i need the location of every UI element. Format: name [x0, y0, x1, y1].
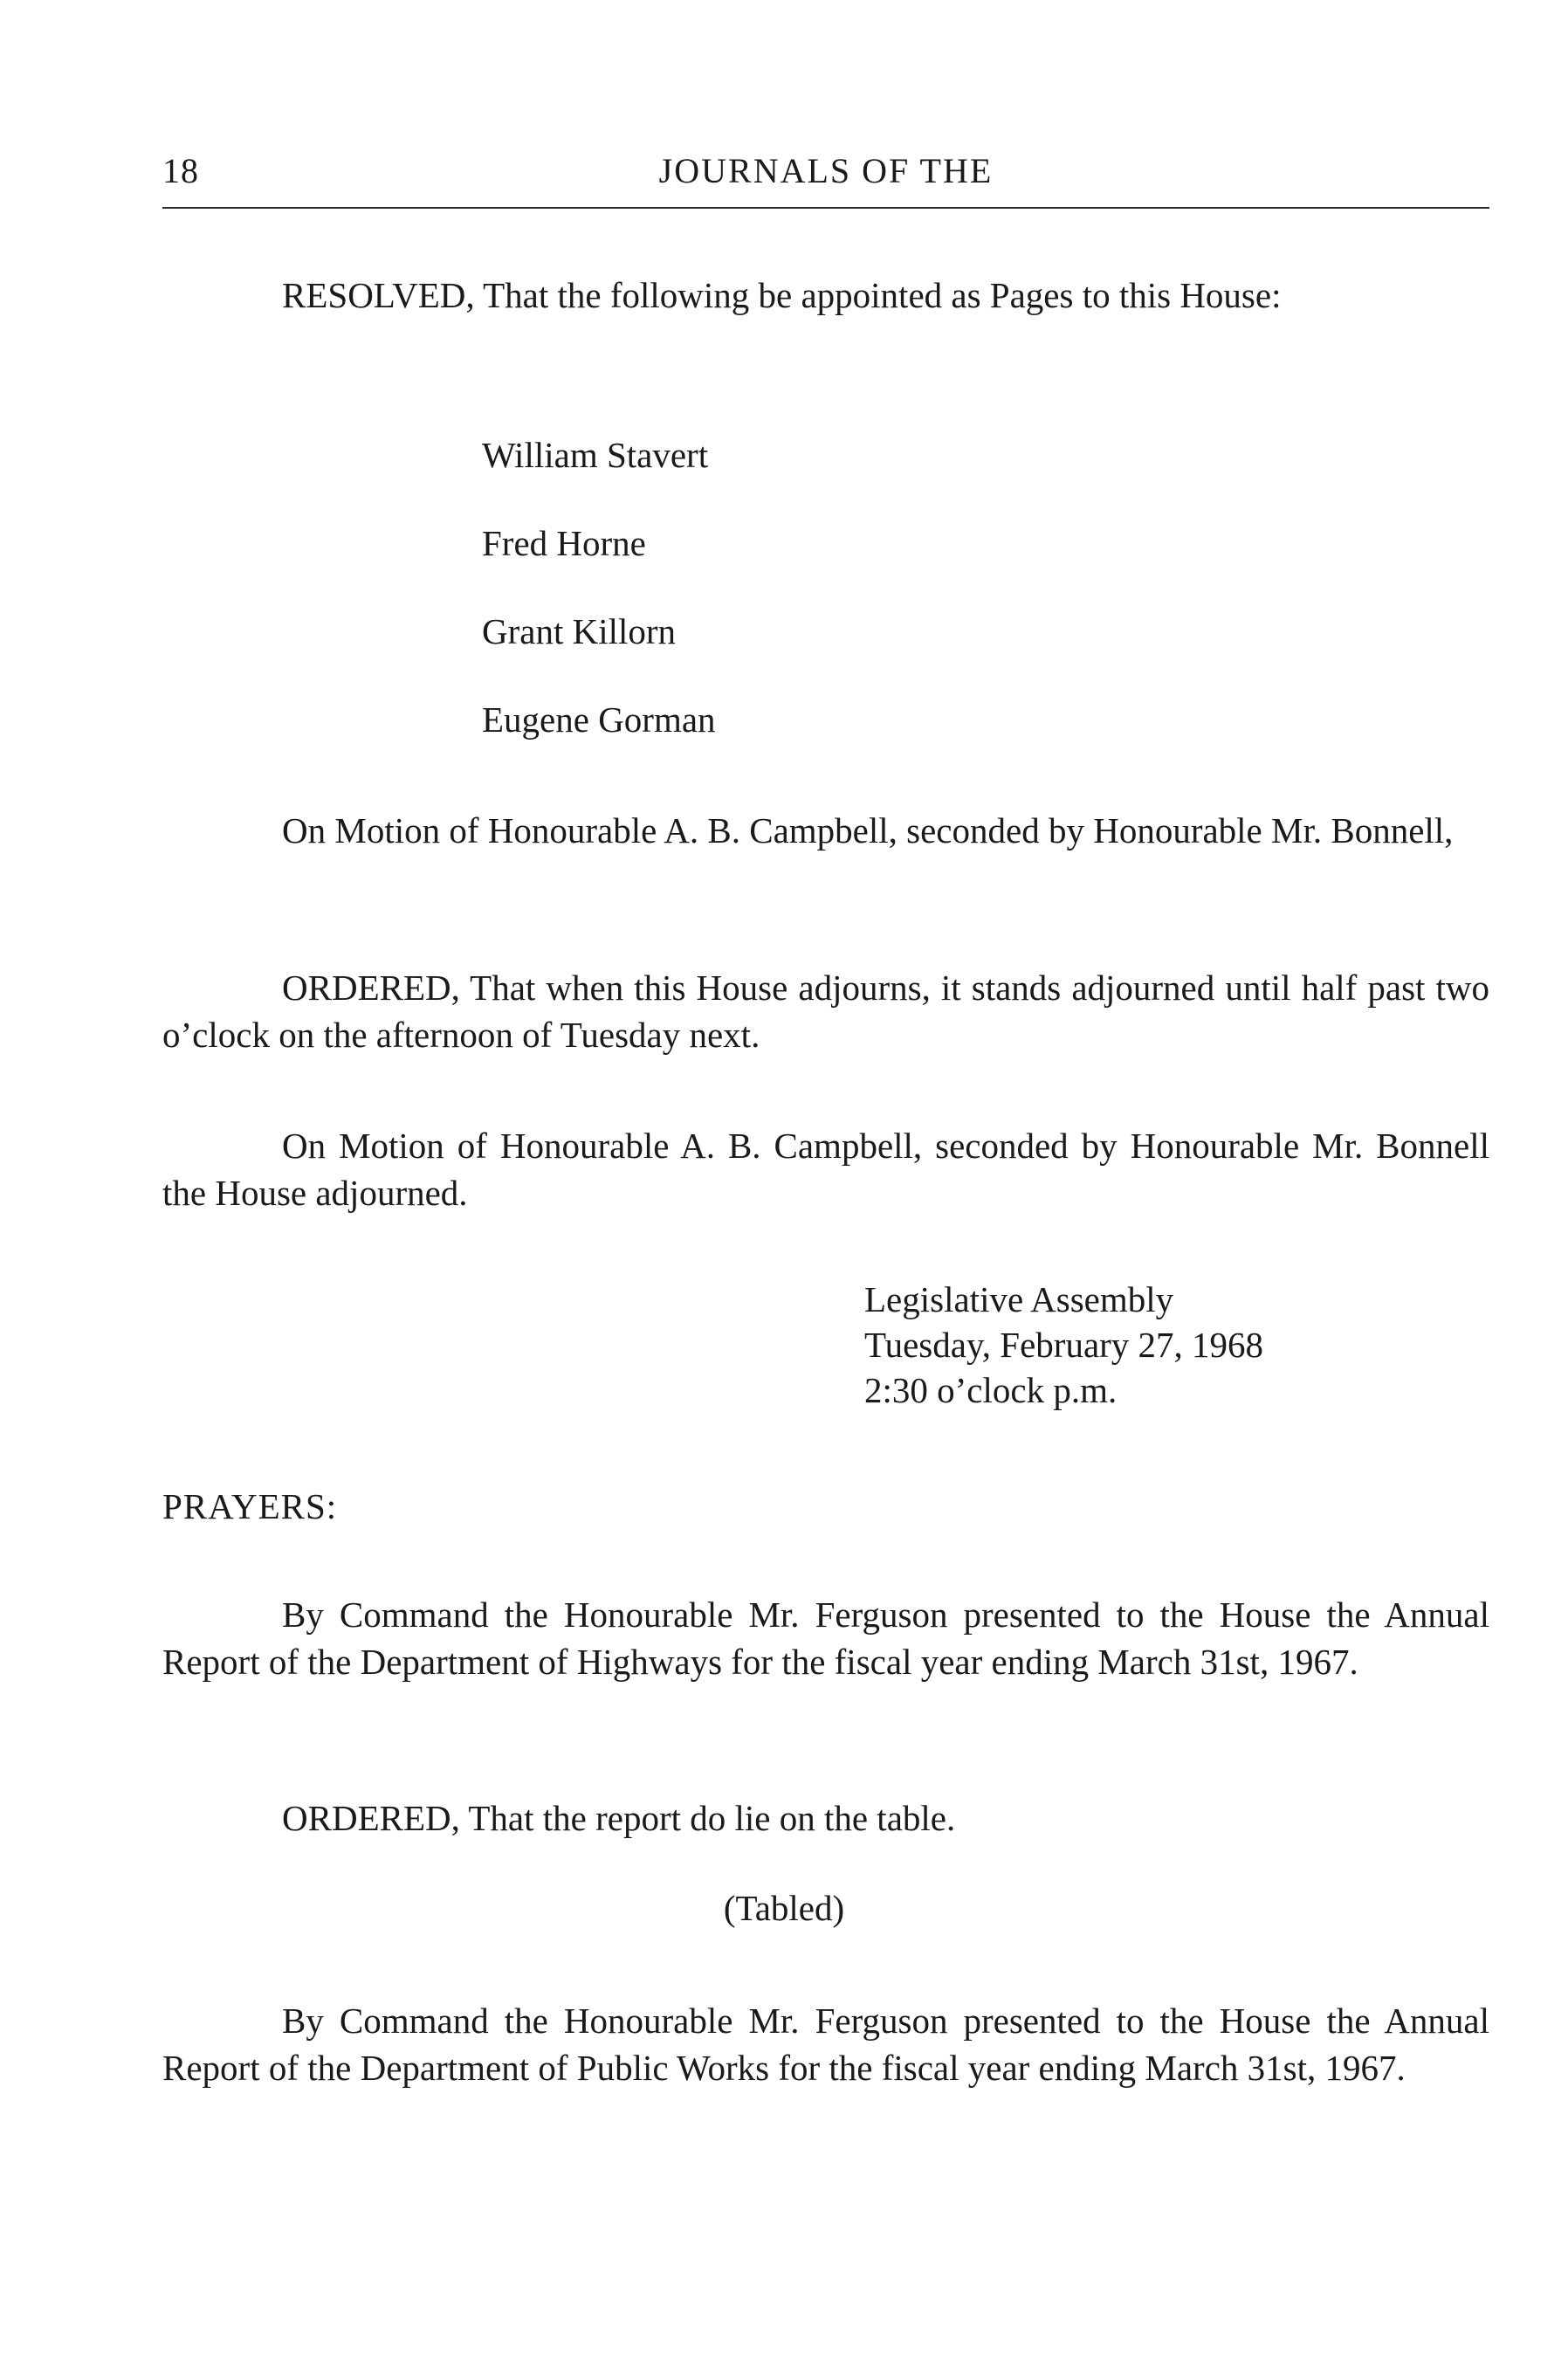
pages-name-list — [482, 431, 716, 784]
resolved-pages-paragraph: RESOLVED, That the following be appointed as Pages to this House: — [282, 275, 1282, 315]
motion-paragraph-1: On Motion of Honourable A. B. Campbell, seconded by Honourable Mr. Bonnell, — [282, 810, 1454, 851]
ordered-table-paragraph: ORDERED, That the report do lie on the table. — [282, 1798, 956, 1838]
command-paragraph-2: By Command the Honourable Mr. Ferguson presented to the House the Annual Report of the Department of Public Works for the fiscal year ending March 31st, 1967. — [162, 2001, 1489, 2088]
running-head: JOURNALS OF THE — [658, 151, 994, 190]
page-name: Eugene Gorman — [482, 699, 716, 740]
dateline-assembly: Legislative Assembly — [864, 1279, 1174, 1319]
ordered-adjourn-paragraph: ORDERED, That when this House adjourns, it stands adjourned until half past two o’clock on the afternoon of Tuesday next. — [162, 968, 1489, 1055]
header-rule — [162, 207, 1489, 209]
dateline-date: Tuesday, February 27, 1968 — [864, 1325, 1264, 1365]
tabled-note: (Tabled) — [723, 1888, 845, 1928]
prayers-heading: PRAYERS: — [162, 1486, 338, 1526]
motion-paragraph-2: On Motion of Honourable A. B. Campbell, seconded by Honourable Mr. Bonnell the House adjourned. — [162, 1126, 1489, 1213]
page-name: William Stavert — [482, 435, 709, 475]
page-name: Grant Killorn — [482, 611, 677, 651]
page-number: 18 — [162, 151, 199, 190]
dateline-time: 2:30 o’clock p.m. — [864, 1370, 1118, 1410]
command-paragraph-1: By Command the Honourable Mr. Ferguson presented to the House the Annual Report of the Department of Highways for the fiscal year ending March 31st, 1967. — [162, 1594, 1489, 1682]
page-header — [162, 150, 1489, 199]
dateline — [864, 1277, 1263, 1413]
page-name: Fred Horne — [482, 523, 646, 563]
